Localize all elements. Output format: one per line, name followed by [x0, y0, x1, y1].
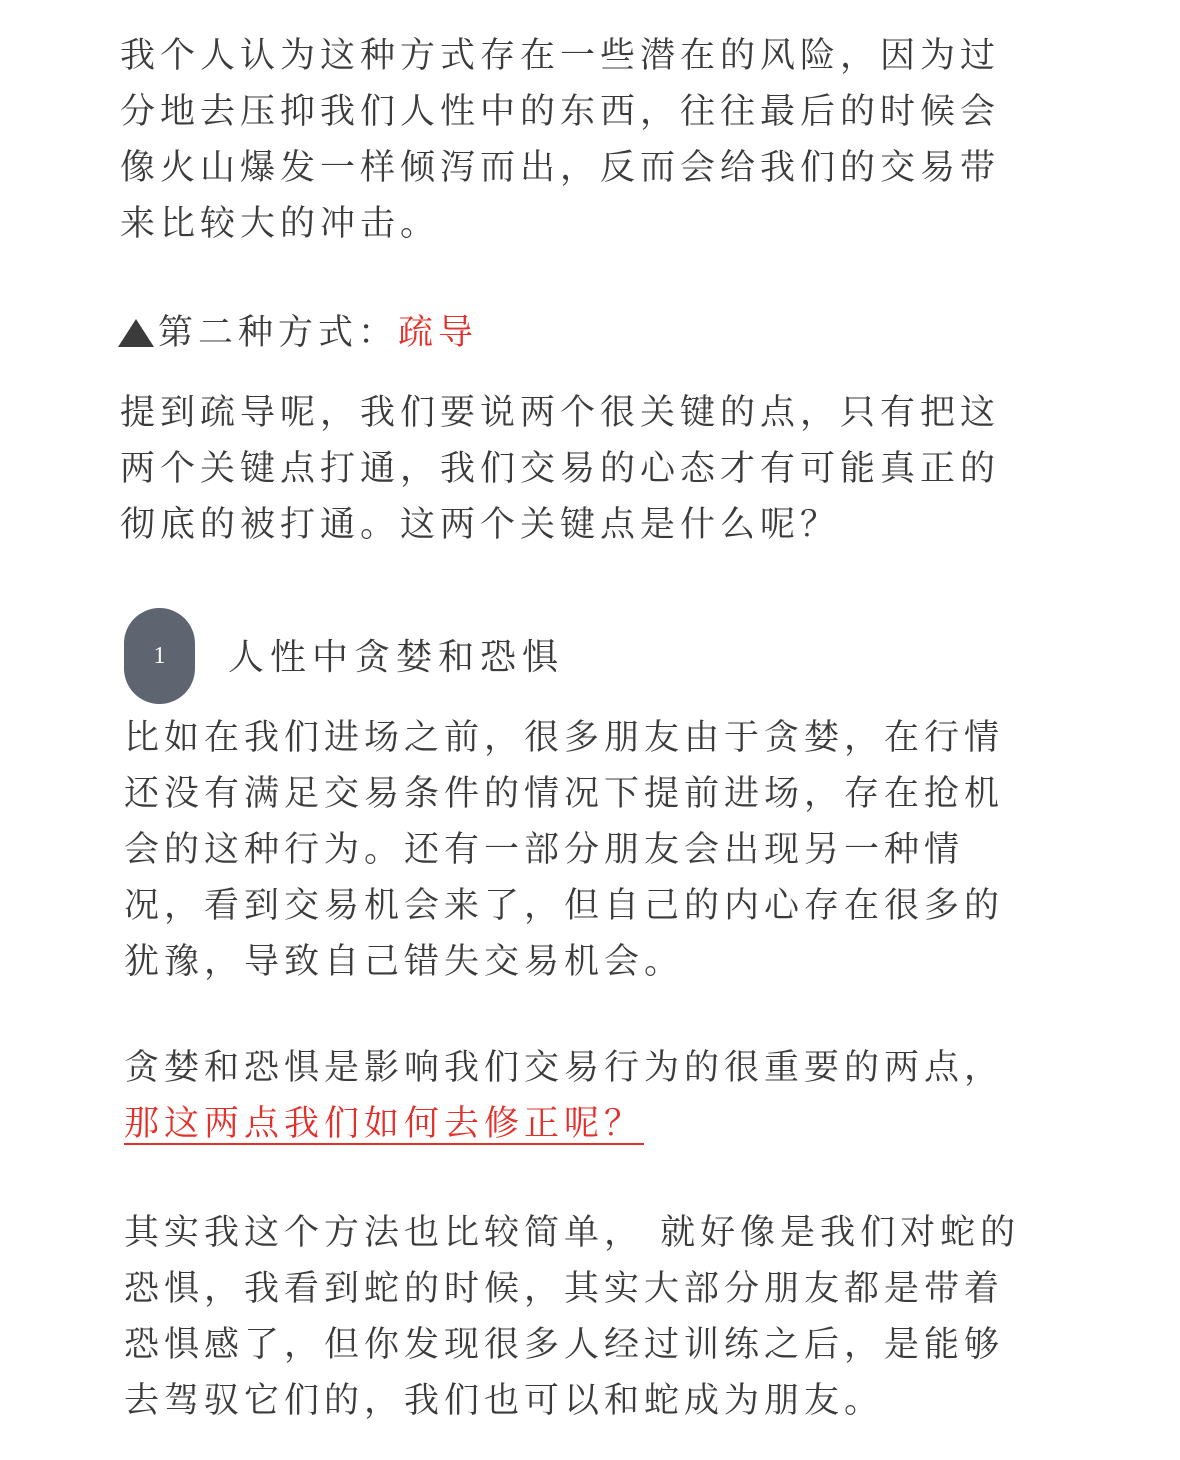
intro-paragraph: [120, 28, 1050, 252]
method-line: 其实我这个方法也比较简单， 就好像是我们对蛇的: [124, 1213, 1021, 1253]
triangle-icon: [118, 319, 154, 347]
method-paragraph: [124, 1205, 1054, 1429]
question-link[interactable]: 那这两点我们如何去修正呢？: [124, 1104, 645, 1144]
example-line: 犹豫，导致自己错失交易机会。: [124, 942, 685, 982]
guidance-line: 两个关键点打通，我们交易的心态才有可能真正的: [120, 449, 1001, 489]
example-line: 比如在我们进场之前，很多朋友由于贪婪，在行情: [124, 718, 1005, 758]
section-title: 人性中贪婪和恐惧: [228, 637, 565, 678]
example-line: 况，看到交易机会来了，但自己的内心存在很多的: [124, 886, 1005, 926]
guidance-paragraph: [120, 385, 1050, 553]
intro-line: 像火山爆发一样倾泻而出，反而会给我们的交易带: [120, 148, 1001, 188]
example-line: 还没有满足交易条件的情况下提前进场，存在抢机: [124, 774, 1005, 814]
section-number-badge: 1: [124, 608, 195, 704]
question-link-line: [124, 1096, 1054, 1152]
guidance-line: 提到疏导呢，我们要说两个很关键的点，只有把这: [120, 393, 1001, 433]
intro-line: 我个人认为这种方式存在一些潜在的风险，因为过: [120, 36, 1001, 76]
method-heading: [118, 305, 478, 361]
method-line: 恐惧感了，但你发现很多人经过训练之后，是能够: [124, 1325, 1005, 1365]
method-line: 恐惧，我看到蛇的时候，其实大部分朋友都是带着: [124, 1269, 1005, 1309]
method-heading-highlight: 疏导: [398, 313, 479, 353]
intro-line: 分地去压抑我们人性中的东西，往往最后的时候会: [120, 92, 1001, 132]
method-heading-prefix: 第二种方式：: [158, 313, 399, 353]
example-paragraph: [124, 710, 1054, 990]
method-line: 去驾驭它们的，我们也可以和蛇成为朋友。: [124, 1381, 885, 1421]
intro-line: 来比较大的冲击。: [120, 204, 441, 244]
example-line: 会的这种行为。还有一部分朋友会出现另一种情: [124, 830, 965, 870]
question-paragraph: [124, 1040, 1054, 1152]
question-line: 贪婪和恐惧是影响我们交易行为的很重要的两点，: [124, 1048, 1005, 1088]
guidance-line: 彻底的被打通。这两个关键点是什么呢？: [120, 505, 841, 545]
